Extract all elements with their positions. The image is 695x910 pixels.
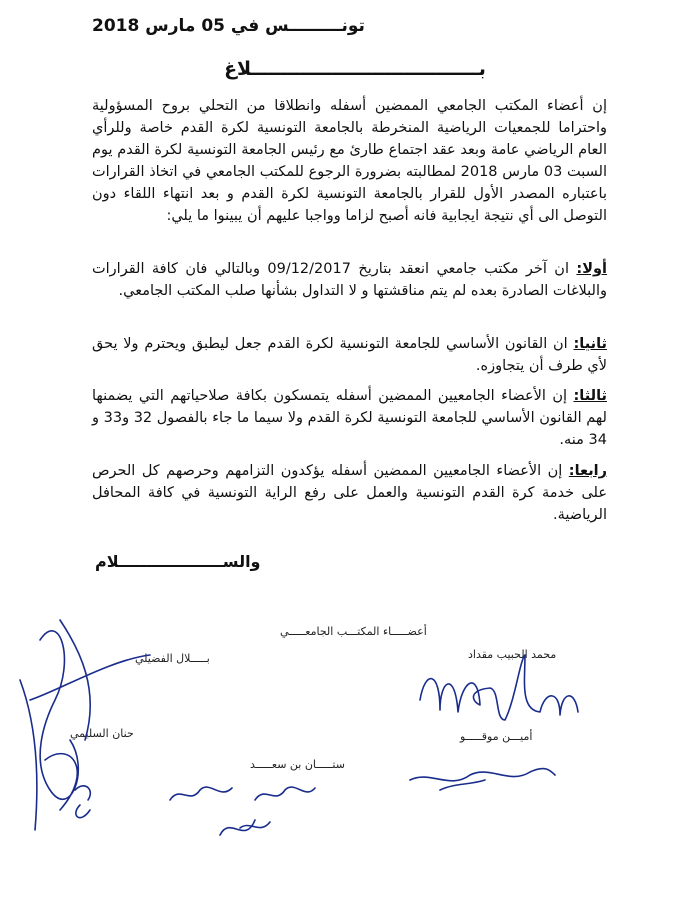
signature-left-small (75, 786, 90, 818)
closing-salutation: والســـــــــــــــــــلام (95, 552, 261, 571)
point-first-label: أولا: (576, 261, 607, 277)
point-second-label: ثانيا: (573, 336, 607, 352)
signatory-name-3: حنان السليمي (70, 727, 134, 740)
point-third-label: ثالثا: (573, 388, 607, 404)
signatory-name-4: أميـــن موقـــــو (460, 730, 533, 743)
point-first-text: ان آخر مكتب جامعي انعقد بتاريخ 09/12/2017 وبالتالي فان كافة القرارات والبلاغات الصادرة بعده لم يتم مناقشتها و لا التداول بشأنها صلب المكتب الجامعي. (92, 261, 607, 299)
signature-center (170, 787, 315, 835)
document-title: بـــــــــــــــــــــــــــــــــــلاغ (224, 58, 486, 80)
signatory-name-5: ستـــــان بن سعـــــد (250, 758, 345, 771)
point-third-text: إن الأعضاء الجامعيين الممضين أسفله يتمسكون بكافة صلاحياتهم التي يضمنها لهم القانون الأساسي للجامعة التونسية لكرة القدم ولا سيما ما جاء بالفصول 32 و33 و 34 منه. (92, 388, 607, 448)
point-fourth-label: رابعا: (568, 463, 607, 479)
intro-text: إن أعضاء المكتب الجامعي الممضين أسفله وانطلاقا من التحلي بروح المسؤولية واحتراما للجمعيات الرياضية المنخرطة بالجامعة التونسية لكرة القدم خاصة وللرأي العام الرياضي عامة وبعد عقد اجتماع طارئ مع رئيس الجامعة التونسية لكرة القدم يوم السبت 03 مارس 2018 لمطالبته بضرورة الرجوع للمكتب الجامعي في اتخاذ القرارات باعتباره المصدر الأول للقرار بالجامعة التونسية لكرة القدم و بعد انتهاء اللقاء دون التوصل الى أي نتيجة ايجابية فانه أصبح لزاما وواجبا عليهم أن يبينوا ما يلي: (92, 98, 608, 224)
members-label: أعضـــــاء المكتـــب الجامعـــــي (280, 625, 427, 638)
point-fourth-text: إن الأعضاء الجامعيين الممضين أسفله يؤكدون التزامهم وحرصهم كل الحرص على خدمة كرة القدم التونسية والعمل على رفع الراية التونسية في كافة المحافل الرياضية. (92, 463, 607, 523)
signatory-name-2: بـــــلال الفضيلي (135, 652, 210, 665)
signature-right-bottom (410, 769, 555, 790)
document-date: تونـــــــــس في 05 مارس 2018 (92, 16, 365, 36)
signature-left-large (20, 620, 150, 830)
point-second-text: ان القانون الأساسي للجامعة التونسية لكرة القدم جعل ليطبق ويحترم ولا يحق لأي طرف أن يتجاوزه. (92, 336, 607, 374)
signature-right-top (420, 655, 578, 720)
signatory-name-1: محمد الحبيب مقداد (468, 648, 557, 661)
